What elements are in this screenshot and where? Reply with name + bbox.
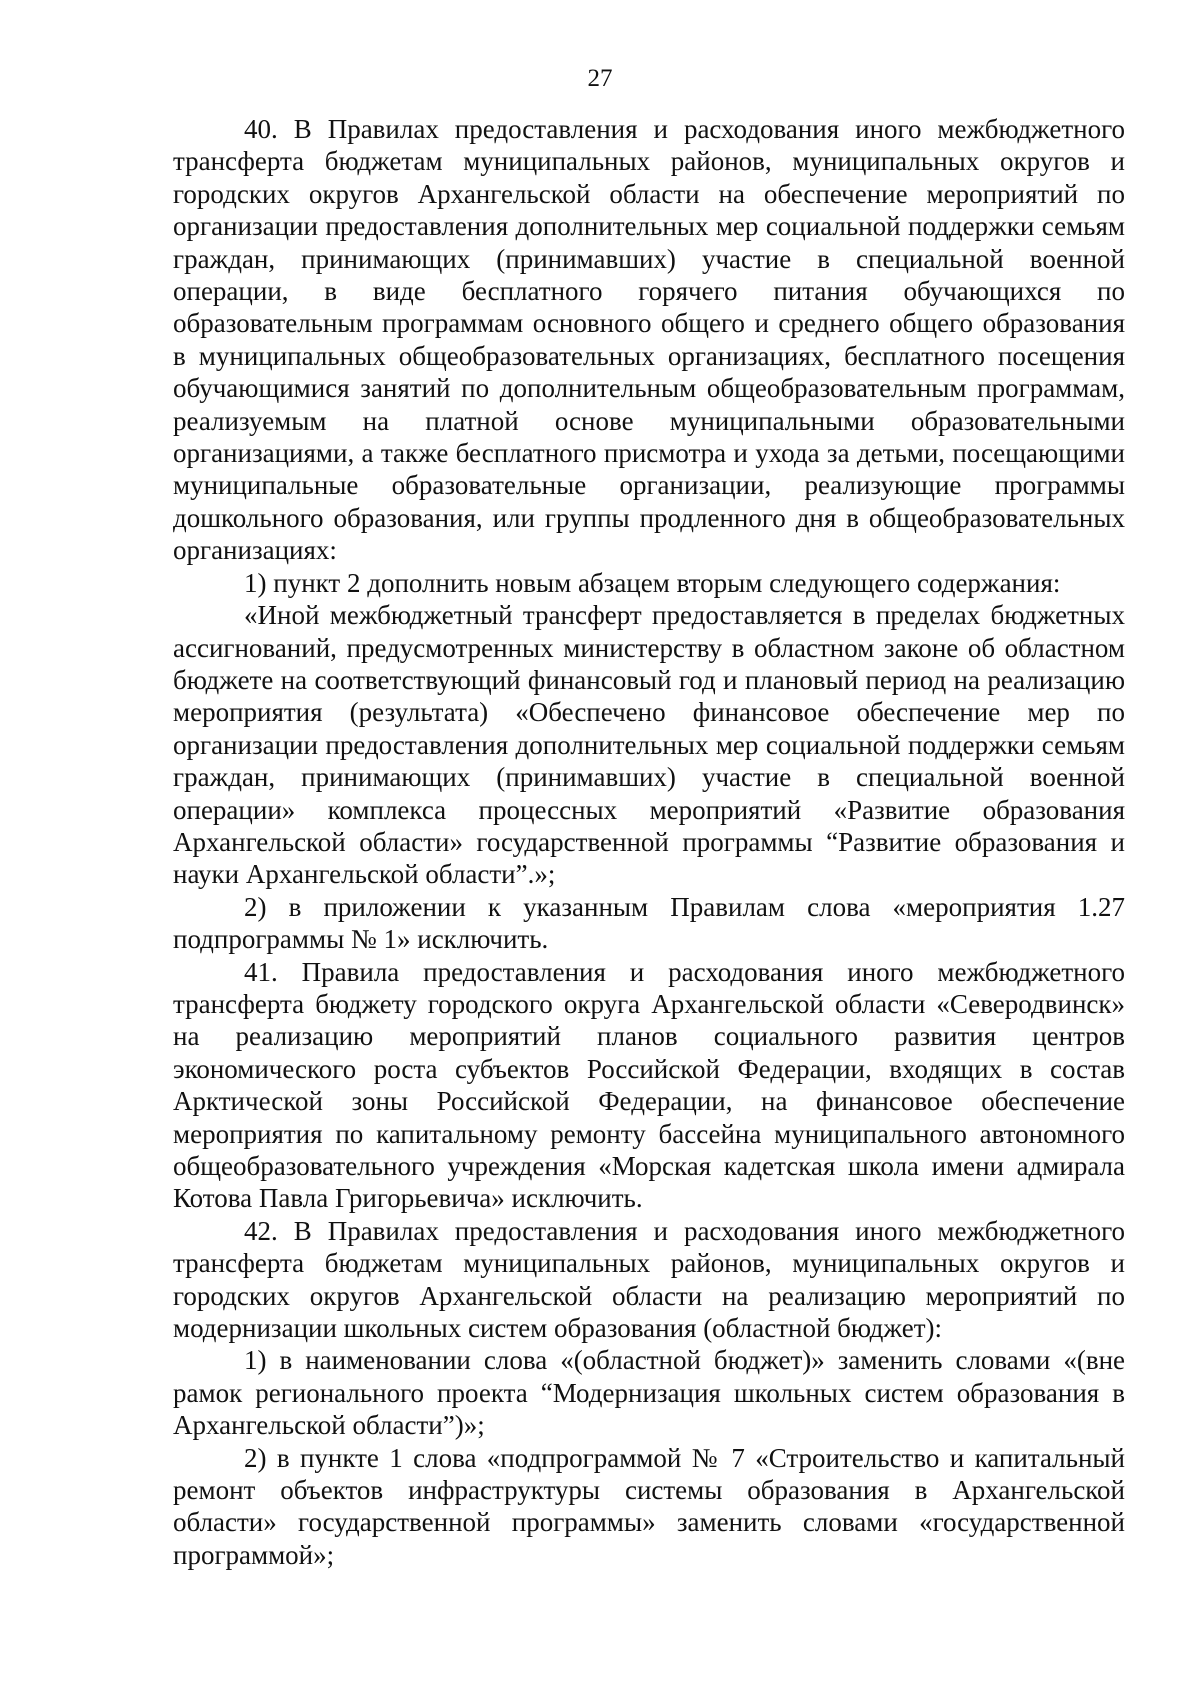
paragraph-40-item-1: 1) пункт 2 дополнить новым абзацем вторым следующего содержания:	[244, 567, 1061, 598]
paragraph-42: 42. В Правилах предоставления и расходования иного межбюджетного трансферта бюджетам муниципальных районов, муниципальных округов и городских округов Архангельской области на реализацию мероприятий по модернизации школьных систем образования (областной бюджет):	[173, 1215, 1125, 1344]
page-number: 27	[587, 65, 613, 92]
paragraph-41: 41. Правила предоставления и расходования иного межбюджетного трансферта бюджету городского округа Архангельской области «Северодвинск» на реализацию мероприятий планов социального развития центров экономического роста субъектов Российской Федерации, входящих в состав Арктической зоны Российской Федерации, на финансовое обеспечение мероприятия по капитальному ремонту бассейна муниципального автономного общеобразовательного учреждения «Морская кадетская школа имени адмирала Котова Павла Григорьевича» исключить.	[173, 956, 1125, 1214]
paragraph-42-item-2: 2) в пункте 1 слова «подпрограммой № 7 «Строительство и капитальный ремонт объектов инфраструктуры системы образования в Архангельской области» государственной программы» заменить словами «государственной программой»;	[173, 1442, 1125, 1570]
paragraph-42-item-1: 1) в наименовании слова «(областной бюджет)» заменить словами «(вне рамок регионального проекта “Модернизация школьных систем образования в Архангельской области”)»;	[173, 1345, 1125, 1441]
paragraph-40-quote: «Иной межбюджетный трансферт предоставляется в пределах бюджетных ассигнований, предусмотренных министерству в областном законе об областном бюджете на соответствующий финансовый год и плановый период на реализацию мероприятия (результата) «Обеспечено финансовое обеспечение мер по организации предоставления дополнительных мер социальной поддержки семьям граждан, принимающих (принимавших) участие в специальной военной операции» комплекса процессных мероприятий «Развитие образования Архангельской области» государственной программы “Развитие образования и науки Архангельской области”.»;	[173, 600, 1125, 890]
paragraph-40-item-2: 2) в приложении к указанным Правилам слова «мероприятия 1.27 подпрограммы № 1» исключить.	[173, 891, 1125, 955]
document-body	[173, 113, 1125, 1571]
paragraph-40: 40. В Правилах предоставления и расходования иного межбюджетного трансферта бюджетам муниципальных районов, муниципальных округов и городских округов Архангельской области на обеспечение мероприятий по организации предоставления дополнительных мер социальной поддержки семьям граждан, принимающих (принимавших) участие в специальной военной операции, в виде бесплатного горячего питания обучающихся по образовательным программам основного общего и среднего общего образования в муниципальных общеобразовательных организациях, бесплатного посещения обучающимися занятий по дополнительным общеобразовательным программам, реализуемым на платной основе муниципальными образовательными организациями, а также бесплатного присмотра и ухода за детьми, посещающими муниципальные образовательные организации, реализующие программы дошкольного образования, или группы продленного дня в общеобразовательных организациях:	[173, 114, 1125, 566]
